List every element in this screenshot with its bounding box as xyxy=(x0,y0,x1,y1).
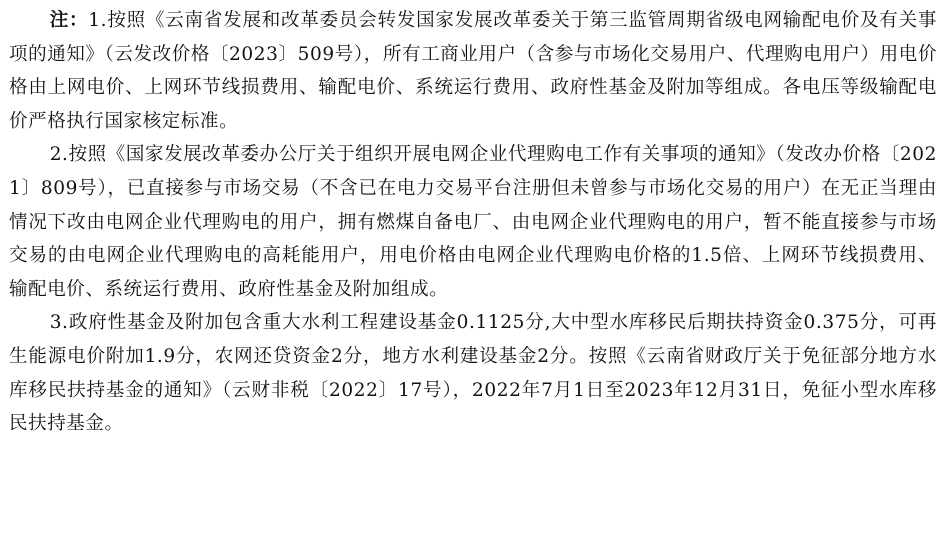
notes-label: 注： xyxy=(49,10,89,31)
notes-section xyxy=(9,4,937,441)
note-text-2: 按照《国家发展改革委办公厅关于组织开展电网企业代理购电工作有关事项的通知》（发改办价格〔2021〕809号），已直接参与市场交易（不含已在电力交易平台注册但未曾参与市场化交易的用户）在无正当理由情况下改由电网企业代理购电的用户，拥有燃煤自备电厂、由电网企业代理购电的用户，暂不能直接参与市场交易的由电网企业代理购电的高耗能用户，用电价格由电网企业代理购电价格的1.5倍、上网环节线损费用、输配电价、系统运行费用、政府性基金及附加组成。 xyxy=(9,144,937,300)
note-number-3: 3. xyxy=(49,312,69,334)
note-paragraph-2 xyxy=(9,138,937,306)
note-number-2: 2. xyxy=(49,144,69,166)
note-text-1: 按照《云南省发展和改革委员会转发国家发展改革委关于第三监管周期省级电网输配电价及有关事项的通知》（云发改价格〔2023〕509号），所有工商业用户（含参与市场化交易用户、代理购电用户）用电价格由上网电价、上网环节线损费用、输配电价、系统运行费用、政府性基金及附加等组成。各电压等级输配电价严格执行国家核定标准。 xyxy=(9,10,938,132)
note-text-3: 政府性基金及附加包含重大水利工程建设基金0.1125分,大中型水库移民后期扶持资金0.375分，可再生能源电价附加1.9分，农网还贷资金2分，地方水利建设基金2分。按照《云南省财政厅关于免征部分地方水库移民扶持基金的通知》（云财非税〔2022〕17号），2022年7月1日至2023年12月31日，免征小型水库移民扶持基金。 xyxy=(9,312,937,435)
note-paragraph-1 xyxy=(9,4,937,138)
note-number-1: 1. xyxy=(88,10,108,31)
note-paragraph-3 xyxy=(9,306,937,440)
